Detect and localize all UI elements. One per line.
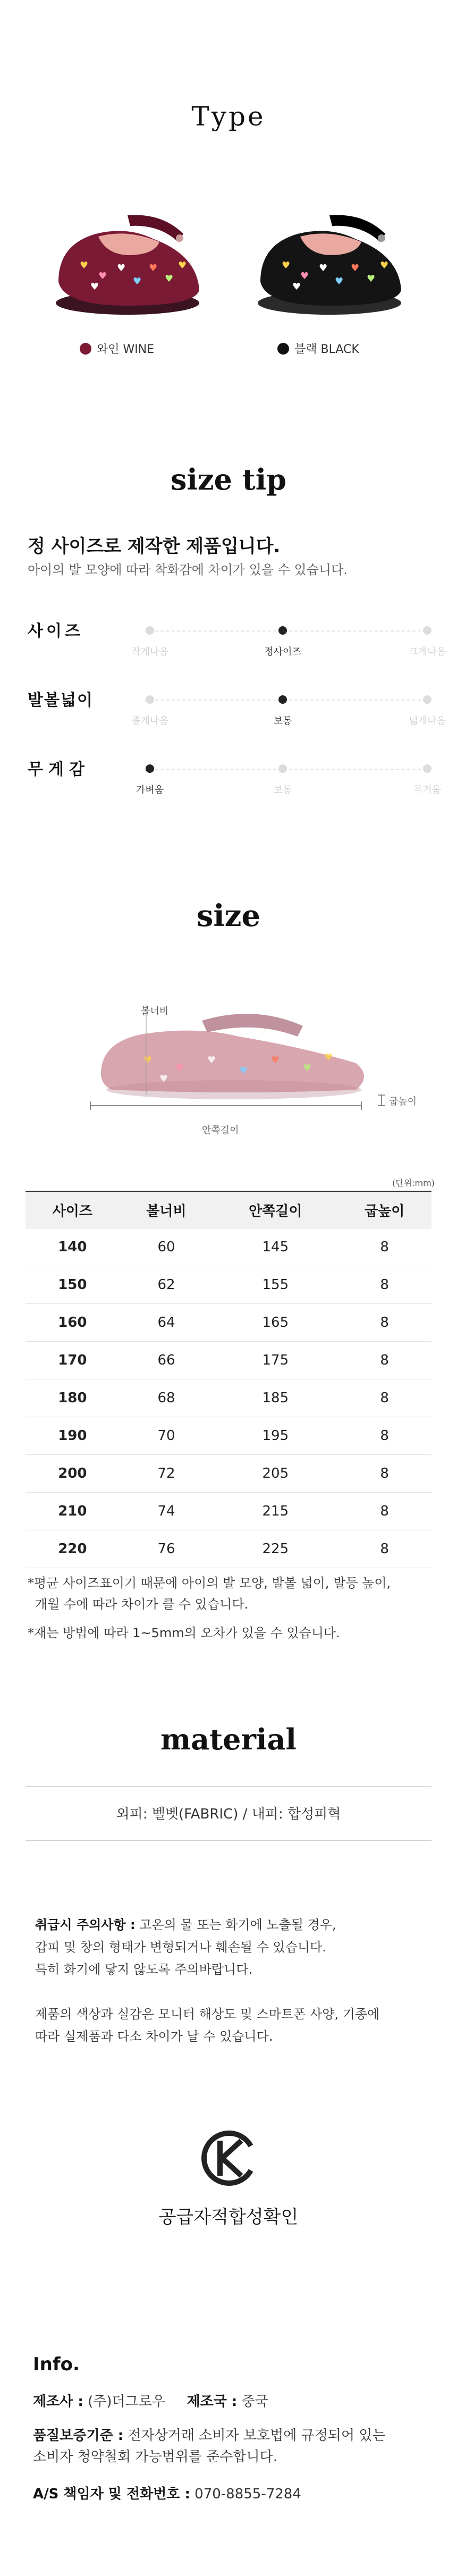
unit-label: (단위:mm) — [392, 1178, 435, 1188]
scale-label: 사이즈 — [28, 622, 83, 641]
care-line-3: 특히 화기에 닿지 않도록 주의바랍니다. — [35, 1962, 253, 1977]
info-maker-line — [33, 2391, 268, 2412]
table-row — [26, 1493, 431, 1530]
diagram-heel-label: 굽높이 — [389, 1096, 417, 1107]
svg-text:♥: ♥ — [117, 263, 126, 274]
scale-option-selected: 정사이즈 — [264, 646, 301, 658]
cell: 195 — [213, 1417, 337, 1455]
svg-text:♥: ♥ — [380, 260, 389, 271]
black-label: 블랙 BLACK — [294, 343, 359, 356]
header-size: 사이즈 — [26, 1191, 120, 1228]
cell: 8 — [337, 1455, 431, 1493]
wine-option — [80, 340, 154, 357]
cell: 210 — [26, 1493, 120, 1530]
material-divider-top — [26, 1786, 431, 1787]
size-note-1a: *평균 사이즈표이기 때문에 아이의 발 모양, 발볼 넓이, 발등 높이, — [28, 1576, 391, 1590]
table-row — [26, 1417, 431, 1455]
header-width: 볼너비 — [120, 1191, 214, 1228]
scale-line — [145, 630, 431, 632]
care-line-2: 갑피 및 창의 형태가 변형되거나 훼손될 수 있습니다. — [35, 1940, 326, 1955]
cell: 8 — [337, 1304, 431, 1342]
scale-row-weight — [28, 756, 442, 809]
svg-text:♥: ♥ — [282, 260, 291, 271]
scale-option: 크게나옴 — [409, 646, 446, 658]
table-row — [26, 1304, 431, 1342]
scale-option-selected: 가벼움 — [136, 785, 164, 796]
care-label: 취급시 주의사항 : — [35, 1917, 136, 1932]
scale-label: 무게감 — [28, 760, 90, 779]
svg-text:♥: ♥ — [159, 1073, 168, 1084]
size-title: size — [196, 898, 261, 933]
cell: 180 — [26, 1379, 120, 1417]
svg-text:♥: ♥ — [149, 263, 158, 274]
svg-text:♥: ♥ — [165, 273, 174, 284]
cell: 170 — [26, 1342, 120, 1379]
svg-text:♥: ♥ — [271, 1055, 280, 1066]
table-row — [26, 1379, 431, 1417]
info-title: Info. — [33, 2354, 80, 2375]
svg-text:♥: ♥ — [335, 276, 344, 287]
material-text: 외피: 벨벳(FABRIC) / 내피: 합성피혁 — [116, 1806, 341, 1822]
scale-dot — [278, 764, 287, 773]
svg-text:♥: ♥ — [324, 1052, 333, 1063]
scale-dot-selected — [146, 764, 154, 773]
maker-value: (주)더그로우 — [88, 2394, 165, 2410]
svg-text:♥: ♥ — [80, 260, 89, 271]
size-note-1 — [28, 1572, 391, 1615]
size-table — [26, 1191, 431, 1568]
cell: 8 — [337, 1266, 431, 1304]
warranty-text-2: 소비자 청약철회 가능범위를 준수합니다. — [33, 2449, 278, 2465]
table-row — [26, 1266, 431, 1304]
country-value: 중국 — [241, 2394, 268, 2410]
cell: 70 — [120, 1417, 214, 1455]
size-diagram — [80, 983, 399, 1127]
cell: 155 — [213, 1266, 337, 1304]
cell: 165 — [213, 1304, 337, 1342]
size-note-2: *재는 방법에 따라 1~5mm의 오차가 있을 수 있습니다. — [28, 1626, 340, 1640]
table-row — [26, 1530, 431, 1568]
as-value: 070-8855-7284 — [194, 2486, 301, 2502]
cell: 66 — [120, 1342, 214, 1379]
cell: 215 — [213, 1493, 337, 1530]
svg-text:♥: ♥ — [98, 271, 107, 282]
size-tip-subline: 아이의 발 모양에 따라 착화감에 차이가 있을 수 있습니다. — [28, 562, 348, 577]
scale-dot — [423, 695, 431, 704]
scale-row-width — [28, 687, 446, 740]
cell: 64 — [120, 1304, 214, 1342]
svg-text:♥: ♥ — [292, 281, 301, 292]
svg-text:♥: ♥ — [90, 281, 99, 292]
scale-option: 좁게나옴 — [131, 715, 168, 727]
cell: 160 — [26, 1304, 120, 1342]
scale-line — [145, 700, 431, 701]
diagram-length-label: 안쪽길이 — [202, 1125, 239, 1136]
svg-text:♥: ♥ — [300, 271, 309, 282]
cell: 145 — [213, 1228, 337, 1266]
scale-row-size — [28, 618, 446, 671]
header-heel: 굽높이 — [337, 1191, 431, 1228]
black-shoe-image — [250, 175, 409, 335]
cell: 150 — [26, 1266, 120, 1304]
size-tip-headline: 정 사이즈로 제작한 제품입니다. — [28, 536, 281, 557]
svg-text:♥: ♥ — [143, 1055, 153, 1066]
diagram-width-label: 볼너비 — [141, 1006, 169, 1017]
maker-label: 제조사 : — [33, 2394, 83, 2410]
kc-mark-icon — [200, 2129, 258, 2187]
scale-dot — [146, 626, 154, 635]
size-note-1b: 개월 수에 따라 차이가 클 수 있습니다. — [35, 1597, 249, 1612]
care-notice — [35, 1914, 423, 2048]
cell: 140 — [26, 1228, 120, 1266]
svg-text:♥: ♥ — [133, 276, 142, 287]
black-swatch — [277, 343, 289, 355]
table-row — [26, 1228, 431, 1266]
care-line-1 — [35, 1914, 423, 1936]
svg-text:♥: ♥ — [178, 260, 187, 271]
size-tip-title: size tip — [171, 462, 286, 496]
scale-dot — [423, 626, 431, 635]
scale-dot-selected — [278, 695, 287, 704]
cell: 190 — [26, 1417, 120, 1455]
care-line-5: 따라 실제품과 다소 차이가 날 수 있습니다. — [35, 2029, 273, 2044]
svg-text:♥: ♥ — [207, 1055, 216, 1066]
cell: 8 — [337, 1379, 431, 1417]
info-warranty-line — [33, 2425, 386, 2468]
warranty-text-1: 전자상거래 소비자 보호법에 규정되어 있는 — [128, 2428, 386, 2444]
cell: 68 — [120, 1379, 214, 1417]
material-title: material — [160, 1722, 297, 1756]
country-label: 제조국 : — [187, 2394, 238, 2410]
scale-option-selected: 보통 — [273, 715, 292, 727]
scale-label: 발볼넓이 — [28, 691, 94, 710]
cell: 225 — [213, 1530, 337, 1568]
kc-label: 공급자적합성확인 — [158, 2207, 299, 2228]
wine-shoe-image — [48, 175, 207, 335]
care-line-4: 제품의 색상과 실감은 모니터 해상도 및 스마트폰 사양, 기종에 — [35, 2007, 380, 2022]
header-length: 안쪽길이 — [213, 1191, 337, 1228]
cell: 8 — [337, 1342, 431, 1379]
cell: 8 — [337, 1228, 431, 1266]
svg-text:♥: ♥ — [239, 1065, 248, 1076]
svg-text:♥: ♥ — [351, 263, 360, 274]
cell: 8 — [337, 1493, 431, 1530]
wine-swatch — [80, 343, 91, 355]
table-row — [26, 1342, 431, 1379]
svg-text:♥: ♥ — [367, 273, 376, 284]
scale-dot — [423, 764, 431, 773]
cell: 72 — [120, 1455, 214, 1493]
cell: 62 — [120, 1266, 214, 1304]
cell: 60 — [120, 1228, 214, 1266]
material-divider-bottom — [26, 1840, 431, 1841]
cell: 8 — [337, 1417, 431, 1455]
cell: 8 — [337, 1530, 431, 1568]
wine-label: 와인 WINE — [97, 343, 155, 356]
cell: 74 — [120, 1493, 214, 1530]
black-option — [277, 340, 359, 357]
table-row — [26, 1455, 431, 1493]
svg-text:♥: ♥ — [175, 1063, 184, 1074]
cell: 220 — [26, 1530, 120, 1568]
cell: 175 — [213, 1342, 337, 1379]
type-title: Type — [191, 101, 266, 132]
cell: 205 — [213, 1455, 337, 1493]
care-text-1: 고온의 물 또는 화기에 노출될 경우, — [139, 1917, 336, 1932]
svg-text:♥: ♥ — [303, 1063, 312, 1074]
scale-dot — [146, 695, 154, 704]
svg-text:♥: ♥ — [319, 263, 328, 274]
cell: 76 — [120, 1530, 214, 1568]
as-label: A/S 책임자 및 전화번호 : — [33, 2486, 190, 2502]
warranty-label: 품질보증기준 : — [33, 2428, 124, 2444]
scale-option: 넓게나옴 — [409, 715, 446, 727]
cell: 200 — [26, 1455, 120, 1493]
scale-line — [145, 769, 431, 770]
scale-option: 무거움 — [413, 785, 442, 796]
scale-option: 작게나옴 — [131, 646, 168, 658]
table-header-row — [26, 1191, 431, 1228]
scale-option: 보통 — [273, 785, 292, 796]
cell: 185 — [213, 1379, 337, 1417]
scale-dot-selected — [278, 626, 287, 635]
info-as-line — [33, 2484, 301, 2505]
